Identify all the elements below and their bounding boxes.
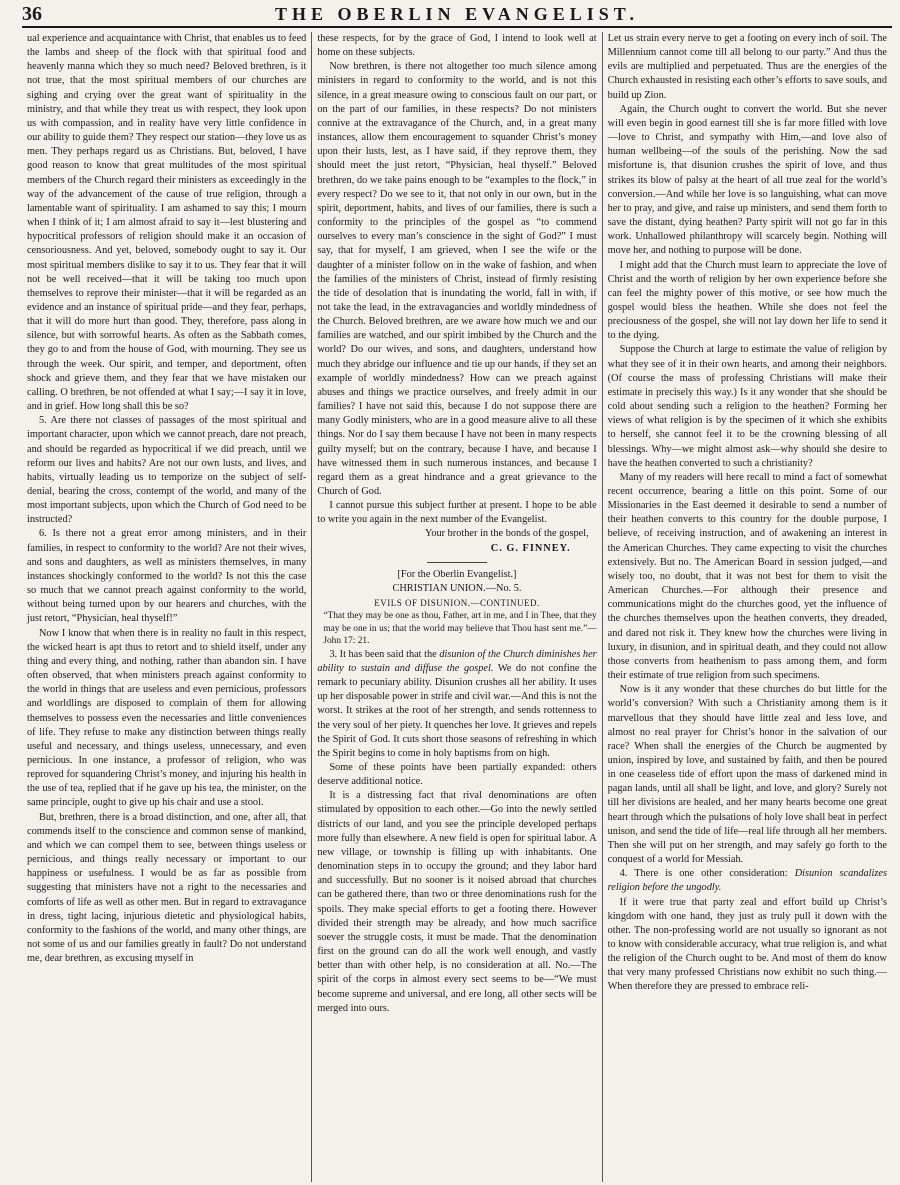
paragraph: Now I know that when there is in reality no fault in this respect, the wicked heart is apt thus to retort and to shield itself, under any thing and every thing, and nothing, rather than abandon sin. I have often observed, that when ministers preach against conformity to the world in things that are useless and even pernicious, professors and worldlings are disposed to complain of them for allowing themselves to possess even the necessaries and little conveniences of life. They refuse to make any distinction between things really useful and necessary, and things useless, unnecessary, and even pernicious. In one instance, a professor of religion, who was reproved for squandering Christ’s money, and injuring his health in the use of tea, replied that if he gave up his tea, the minister, on the same principle, ought to give up his chair and use a stool. bbox=[27, 627, 307, 809]
column-3 bbox=[602, 32, 892, 1182]
paragraph-emphasis: Disunion scandalizes religion before the ungodly. bbox=[607, 868, 887, 894]
paragraph: 5. Are there not classes of passages of the most spiritual and important character, upon which we cannot preach, dare not preach, and should be regarded as hypocritical if we did preach, until we reform our lives and habits? Are not our own lusts, and lives, and habits, virtually leading us to temporize on the subject of self-denial, bearing the cross, contempt of the world, and many of the most important subjects, upon which the Church of God need to be instructed? bbox=[27, 415, 307, 526]
paragraph: I cannot pursue this subject further at present. I hope to be able to write you again in the next number of the Evangelist. bbox=[317, 500, 597, 526]
newspaper-page bbox=[0, 2, 900, 1185]
section-divider bbox=[427, 562, 487, 563]
newspaper-title: THE OBERLIN EVANGELIST. bbox=[275, 4, 639, 24]
paragraph-lead: 4. There is one other consideration: bbox=[619, 868, 795, 880]
letter-signature: C. G. FINNEY. bbox=[490, 542, 571, 554]
paragraph bbox=[317, 648, 596, 761]
page-number: 36 bbox=[22, 3, 42, 25]
paragraph: Many of my readers will here recall to mind a fact of somewhat recent occurrence, bearing a little on this point. Some of our Missionaries in the East deemed it desirable to send a number of their heathen converts to this country for the double purpose, I believe, of receiving instruction, and of awakening an interest in the American Churches. They came expecting to visit the churches extensively. But no. The American Board in session judged,—and wisely too, no doubt, that it was not best for them to visit the American Churches.—For although their presence and communications might do the churches good, yet the influence of the churches themselves upon the heathen converts, they dreaded, and dared not risk it. They knew how the churches were living in luxury, in disunion, and in spiritual death, and they could not allow those converts from heathenism to pass among them, and form their estimate of true religion from such specimens. bbox=[607, 471, 887, 682]
epigraph-quote: “That they may be one as thou, Father, art in me, and I in Thee, that they may be one in us; that the world may believe that Thou hast sent me.”—John 17: 21. bbox=[323, 611, 597, 647]
paragraph: But, brethren, there is a broad distinction, and one, after all, that commends itself to the conscience and common sense of mankind, and which we can compel them to see, between things useless or pernicious, and things really necessary or important to our happiness or usefulness. I would be as far as possible from suggesting that ministers have not a right to the necessaries and comforts of life as well as other men. But in regard to extravagance in dress, tight lacing, injurious dietetic and physiological habits, conformity to the fashions of the world, and many other things, are not some of us and our families greatly in fault? Do not understand me, dear brethren, as excusing myself in bbox=[27, 811, 307, 965]
paragraph: Now brethren, is there not altogether too much silence among ministers in regard to conformity to the world, and is not this silence, in a great measure owing to conscious fault on our part, or on the part of our families, in these respects? Do not ministers connive at the extravagance of the Church, and, in a great many instances, allow them encouragement to squander Christ’s money upon their lusts, lest, as I have said, if they reprove them, they should meet the just retort, “Physician, heal thyself.” Beloved brethren, do we take pains enough to be “examples to the flock,” in every respect? Do we see to it, that not only in our own, but in the spirit, deportment, habits, and lives of our families, there is such a conformity to the principles of the gospel as “to commend ourselves to every man’s conscience in the sight of God?” I must say, that for myself, I am grieved, when I see the wife or the daughter of a minister follow on in the wake of fashion, and when the families of the ministers of Christ, instead of firmly resisting the tide of desolation that is inundating the world, fall in with, if not take the lead, in the extravagancies and worldly mindedness of the Church. Beloved brethren, are we aware how much we and our families are watched, and our spirit imbibed by the Church and the world? Do our wives, and sons, and daughters, understand how much they abridge our influence and tie up our hands, if they set an example of worldly mindedness? How can we preach against abuses and things we practice ourselves, and freely admit in our families? I have not said this, because I do not suppose there are many Godly ministers, who are in a good measure alive to all these things. Nor do I say them because I have not been in many respects guilty myself; but on the contrary, because I have, and because I have witnessed them in such numerous instances, and because I regard them as a great hindrance and a great grievance to the Church of God. bbox=[317, 61, 597, 497]
paragraph bbox=[608, 867, 887, 895]
paragraph-lead: 3. It has been said that the bbox=[329, 648, 440, 660]
article-columns bbox=[22, 32, 892, 1182]
paragraph: ual experience and acquaintance with Christ, that enables us to feed the lambs and sheep of the flock with that spiritual food and heavenly manna which they so much need? Beloved brethren, is it not true, that the most spiritual members of our churches are sighing and crying over the great want of spirituality in the ministry, and that while they treat us with respect, they look upon us with compassion, and in reality have very little confidence in our ability to guide them? They respect our station—they love us as men. They perhaps regard us as Christians. But, beloved, I have good reason to know that great multitudes of the most spiritual members of the Church regard their ministers as exceedingly in the way of the advancement of the cause of true religion, through a lamentable want of spirituality. I am ashamed to say this; I mourn when I think of it; I am almost afraid to say it—lest blustering and hypocritical professors of religion should make it an occasion of censoriousness. And yet, beloved, somebody ought to say it. Our most spiritual members dislike to say it to us. They fear that it will not be well received—that it will be taking too much upon themselves to reprove their minister—that it will be regarded as an evidence and an instance of spiritual pride—and they fear, perhaps, that it will do more hurt than good. They, therefore, pass along in silence, but with sorrowful hearts. As often as the Sabbath comes, they go to and from the house of God, with mourning. They see us through the week. Our spirit, and temper, and deportment, often shock and grieve them, and they fear that we have mistaken our calling. O brethren, be not offended at what I say;—I say it in love, and in grief. How long shall this be so? bbox=[27, 33, 307, 413]
paragraph: these respects, for by the grace of God, I intend to look well at home on these subjects. bbox=[317, 33, 597, 59]
source-note: [For the Oberlin Evangelist.] bbox=[397, 568, 517, 580]
paragraph: Some of these points have been partially expanded: others deserve additional notice. bbox=[317, 762, 597, 788]
column-2 bbox=[311, 32, 601, 1182]
paragraph: Let us strain every nerve to get a footing on every inch of soil. The Millennium cannot come till all belong to our party.” And thus the evils are multiplied and perpetuated. Thus are the energies of the Church exhausted in resisting each other’s efforts to save souls, and build up Zion. bbox=[607, 33, 887, 101]
paragraph-emphasis: disunion of the Church diminishes her ability to sustain and diffuse the gospel. bbox=[317, 648, 597, 674]
column-1 bbox=[22, 32, 311, 1182]
paragraph: Again, the Church ought to convert the world. But she never will even begin in good earnest till she is far more filled with love—love to Christ, and sympathy with Him,—and love also of human wellbeing—of the souls of the perishing. Now the sad misfortune is, that disunion crushes the spirit of love, and thus strikes its blow of palsy at the heart of all true zeal for the world’s conversion.—And while her love is so languishing, what can move her to pray, and give, and raise up ministers, and send them forth to save the distant, dying heathen? Party spirit will not go far in this work. Unhallowed philanthropy will scarcely begin. Nothing will move her, and nothing to purpose will be done. bbox=[607, 103, 887, 257]
paragraph: Now is it any wonder that these churches do but little for the world’s conversion? With such a Christianity among them is it marvellous that they should have little zeal and less love, and almost no real prayer for Christ’s honor in the salvation of our race? When shall the energies of the Church be augmented by union, inspired by love, and sustained by faith, and then be poured in one ceaseless tide of effort upon the mass of darkened mind in pagan lands, until all shall be light, and love, and glory? Surely not till her divisions are healed, and her many hearts become one great heart through which the pulsations of holy love shall beat in perfect unison, and send the tide of life—real life through all her members. Then she will put on her strength, and may safely go forth to the conquest of a world for Messiah. bbox=[607, 684, 887, 866]
paragraph: If it were true that party zeal and effort build up Christ’s kingdom with one hand, they just as truly pull it down with the other. The non-professing world are not usually so ignorant as not to know with considerable accuracy, what true religion is, and what the religion of the Church ought to be. And most of them do know that very many professed Christians now exhibit no such thing.—When therefore they are pressed to embrace reli- bbox=[607, 896, 887, 993]
paragraph: Suppose the Church at large to estimate the value of religion by what they see of it in their own hearts, and among their neighbors. (Of course the mass of professing Christians will make their estimate in precisely this way.) Is it any wonder that she should be cold about sending such a religion to the heathen? Forming her views of what religion is by the specimen of it which she exhibits to herself, she cannot feel it to be the crowning blessing of all blessings. Why—we might almost ask—why should she desire to have the heathen converted to such a christianity? bbox=[607, 344, 887, 469]
paragraph: 6. Is there not a great error among ministers, and in their families, in respect to conformity to the world? Are not their wives, and sons and daughters, as well as ministers themselves, in many instances shockingly conformed to the world? Is not this the case so much that we cannot preach against conformity to the world, without being turned upon by our hearers and churches, with the just retort, “Physician, heal thyself!” bbox=[27, 528, 307, 625]
section-heading: EVILS OF DISUNION.—CONTINUED. bbox=[374, 598, 540, 609]
paragraph: I might add that the Church must learn to appreciate the love of Christ and the worth of religion by her own experience before she can feel the mighty power of this motive, or see how much the gospel would bless the heathen. While she does not feel the preciousness of the gospel, she will not lay down her life to send it to the dying. bbox=[607, 259, 887, 342]
letter-signoff: Your brother in the bonds of the gospel, bbox=[424, 528, 589, 540]
paragraph: It is a distressing fact that rival denominations are often stimulated by opposition to each other.—Go into the newly settled districts of our land, and you see the principle developed perhaps more fully than elsewhere. A new field is open for spiritual labor. A new village, or township is filling up with inhabitants. One denomination steps in to occupy the ground; and they labor hard and successfully. But no sooner is it noised abroad that churches can be gathered there, than two or three denominations rush for the spoils. They make special efforts to get a footing there. However divided their strength may be already, and how much sacrifice soever the struggle costs, it must be made. That the denomination first on the ground can do all the work well enough, and vastly better than with other help, is no consideration at all. No.—The spirit of the corps in almost every sect seems to be—“We must become supreme and universal, and ere long, all other sects will be merged into ours. bbox=[317, 790, 597, 1014]
article-title: CHRISTIAN UNION.—No. 5. bbox=[392, 582, 522, 594]
paragraph-rest: We do not confine the remark to pecuniary ability. Disunion crushes all her ability. It uses up her disposable power in strife and civil war.—And this is not the worst. It strikes at the root of her strength, and sends rottenness to the very soul of her piety. It quenches her love. It grieves and repels the Spirit of God. It cuts short those seasons of refreshing in which the Spirit begins to come in holy baptisms from on high. bbox=[317, 662, 597, 759]
masthead bbox=[22, 2, 892, 28]
